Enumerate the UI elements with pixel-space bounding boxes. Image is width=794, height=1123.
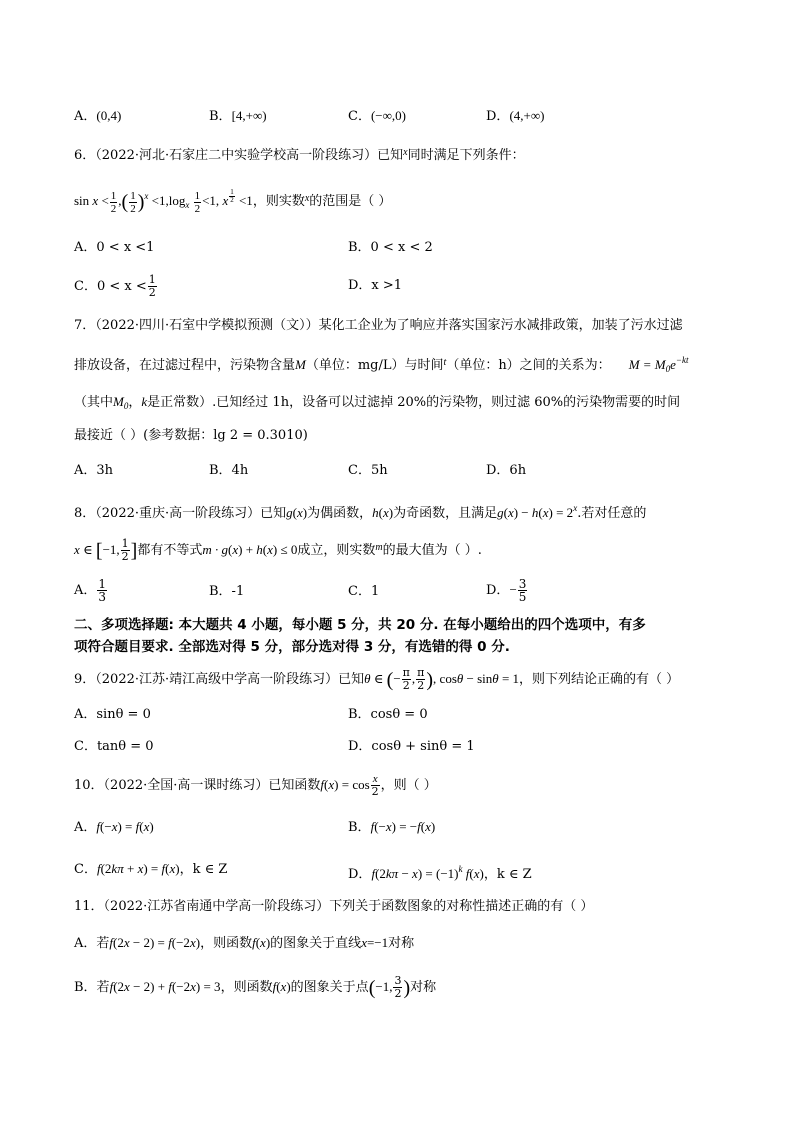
q11-text: ，则函数: [200, 936, 253, 951]
q6-cond-math: sin x < $\frac{1}{2}$ ,( $\frac{1}{2}$ )$^x <1,\log_x$ $\frac{1}{2}$ <1, x $^{\frac{1}{2}}$ <1: [74, 188, 253, 215]
q10-stem: 10．（2022·全国·高一课时练习）已知函数f(x) = cos $\frac{x}{2}$ ，则（ ）: [74, 773, 437, 798]
q10-kz: ，k ∈ Z: [179, 862, 228, 877]
q6-option-b: B．0 < x < 2: [348, 240, 433, 255]
q11-text: 的图象关于直线: [270, 936, 362, 951]
q9-option-c: C．tanθ = 0: [74, 739, 154, 754]
option-label: A．: [74, 109, 97, 124]
q7-option-b: B．4h: [209, 463, 249, 478]
option-label: D．: [348, 867, 372, 882]
q5-option-c: [348, 106, 406, 127]
q6-stem-text: 6．（2022·河北·石家庄二中实验学校高一阶段练习）已知: [74, 148, 404, 163]
q7-option-a: A．3h: [74, 463, 114, 478]
q9-stem: 9．（2022·江苏·靖江高级中学高一阶段练习）已知θ ∈ (− $\frac{\pi}{2}$ , $\frac{\pi}{2}$ ), cosθ − sinθ = 1，则下列结论正确的有（ ）: [74, 666, 680, 692]
q7-text: 排放设备，在过滤过程中，污染物含量: [74, 358, 296, 373]
q11-text: ，则函数: [220, 980, 273, 995]
q9-option-b: B．cosθ = 0: [348, 707, 428, 722]
q8-text: 为奇函数，且满足: [393, 506, 498, 521]
q8-option-b: B．-1: [209, 584, 245, 599]
q10-option-b: B．f(−x) = −f(x): [348, 819, 436, 835]
option-value: (0,4): [96, 108, 122, 123]
q7-text: 是正常数）.已知经过 1h，设备可以过滤掉 20%的污染物，则过滤 60%的污染物需要的时间: [147, 395, 681, 410]
q6-conditions: [74, 186, 391, 215]
option-text: C．0 < x <: [74, 279, 147, 294]
q11-option-b: B．若f(2x − 2) + f(−2x) = 3，则函数f(x)的图象关于点(−1, $\frac{3}{2}$ )对称: [74, 974, 437, 1000]
q11-option-a: A．若f(2x − 2) = f(−2x)，则函数f(x)的图象关于直线x=−1对称: [74, 935, 415, 951]
q5-option-b: [209, 106, 267, 127]
q8-text: .若对任意的: [577, 506, 647, 521]
q10-text: ，则（ ）: [380, 778, 437, 793]
q11-text: 对称: [388, 936, 415, 951]
q7-line3: （其中$M_0$，k是正常数）.已知经过 1h，设备可以过滤掉 20%的污染物，则过滤 60%的污染物需要的时间: [74, 394, 681, 411]
q9-text: ，则下列结论正确的有（ ）: [519, 672, 680, 687]
q10-option-a: A．f(−x) = f(x): [74, 819, 154, 835]
q11-text: B．若: [74, 980, 110, 995]
q7-text: （单位：mg/L）与时间: [305, 358, 444, 373]
q7-line4: 最接近（ ）(参考数据：lg 2 = 0.3010): [74, 428, 308, 443]
q10-text: 10．（2022·全国·高一课时练习）已知函数: [74, 778, 321, 793]
q8-text: 为偶函数，: [307, 506, 373, 521]
option-label: B．: [209, 109, 232, 124]
q10-option-c: C．f(2kπ + x) = f(x)，k ∈ Z: [74, 861, 228, 877]
q7-option-c: C．5h: [348, 463, 388, 478]
q8-option-c: C．1: [348, 584, 380, 599]
q6-var: x: [403, 147, 408, 158]
q7-text: ，: [128, 395, 142, 410]
section2-heading-line1: 二、多项选择题: 本大题共 4 小题，每小题 5 分，共 20 分. 在每小题给出的四个选项中，有多: [74, 617, 646, 633]
option-value: (4,+∞): [509, 108, 545, 123]
q8-option-a: A． $\frac{1}{3}$: [74, 577, 107, 604]
q9-option-d: D．cosθ + sinθ = 1: [348, 739, 475, 754]
q7-option-d: D．6h: [486, 463, 527, 478]
option-value: (−∞,0): [370, 108, 406, 123]
q5-option-d: [486, 106, 544, 127]
q6-stem: [74, 143, 525, 166]
q8-text: 都有不等式: [137, 543, 203, 558]
option-label: C．: [348, 109, 371, 124]
q6-cond-var: x: [304, 193, 310, 204]
q10-option-d: D．$f(2k\pi - x) = (-1)^k$ f(x)，k ∈ Z: [348, 864, 532, 882]
q7-line1: 7．（2022·四川·石室中学模拟预测（文））某化工企业为了响应并落实国家污水减排政策，加装了污水过滤: [74, 318, 683, 333]
option-label: B．: [348, 820, 371, 835]
q8-text: 成立，则实数: [297, 543, 376, 558]
q6-cond-tail: ，则实数: [252, 194, 305, 209]
q7-line2: 排放设备，在过滤过程中，污染物含量M（单位：mg/L）与时间$^t$（单位：h）之间的关系为： $M = M_0e^{-kt}$: [74, 355, 689, 374]
q8-line2: x ∈ [−1, $\frac{1}{2}$ ]都有不等式m · g(x) + h(x) ≤ 0成立，则实数$^m$的最大值为（ ）.: [74, 537, 482, 563]
q8-option-d: D．− $\frac{3}{5}$: [486, 577, 527, 604]
q5-option-a: [74, 106, 121, 127]
q9-option-a: A．sinθ = 0: [74, 707, 151, 722]
q11-stem: 11．（2022·江苏省南通中学高一阶段练习）下列关于函数图象的对称性描述正确的有（ ）: [74, 899, 594, 914]
q8-text: 的最大值为（ ）.: [382, 543, 482, 558]
option-label: A．: [74, 583, 97, 598]
q7-text: （其中: [74, 395, 114, 410]
q7-text: （单位：h）之间的关系为：: [446, 358, 611, 373]
q10-kz: ，k ∈ Z: [483, 867, 532, 882]
q6-option-c: C．0 < x < $\frac{1}{2}$: [74, 273, 156, 299]
q6-stem-tail: 同时满足下列条件：: [407, 148, 525, 163]
section2-heading-line2: 项符合题目要求. 全部选对得 5 分，部分选对得 3 分，有选错的得 0 分.: [74, 639, 510, 655]
option-label: D．: [486, 109, 510, 124]
option-label: D．: [486, 583, 510, 598]
option-label: A．: [74, 820, 97, 835]
q11-text: 对称: [410, 980, 437, 995]
option-value: [4,+∞): [231, 108, 267, 123]
q6-cond-end: 的范围是（ ）: [309, 194, 392, 209]
q11-text: 的图象关于点: [290, 980, 369, 995]
option-label: C．: [74, 862, 97, 877]
q8-line1: 8．（2022·重庆·高一阶段练习）已知g(x)为偶函数，h(x)为奇函数，且满足$g(x) - h(x) = 2^x$.若对任意的: [74, 503, 647, 521]
q6-option-a: A．0 < x <1: [74, 240, 155, 255]
q9-text: 9．（2022·江苏·靖江高级中学高一阶段练习）已知: [74, 672, 365, 687]
q11-text: A．若: [74, 936, 110, 951]
q8-text: 8．（2022·重庆·高一阶段练习）已知: [74, 506, 287, 521]
q6-option-d: D．x >1: [348, 278, 403, 293]
